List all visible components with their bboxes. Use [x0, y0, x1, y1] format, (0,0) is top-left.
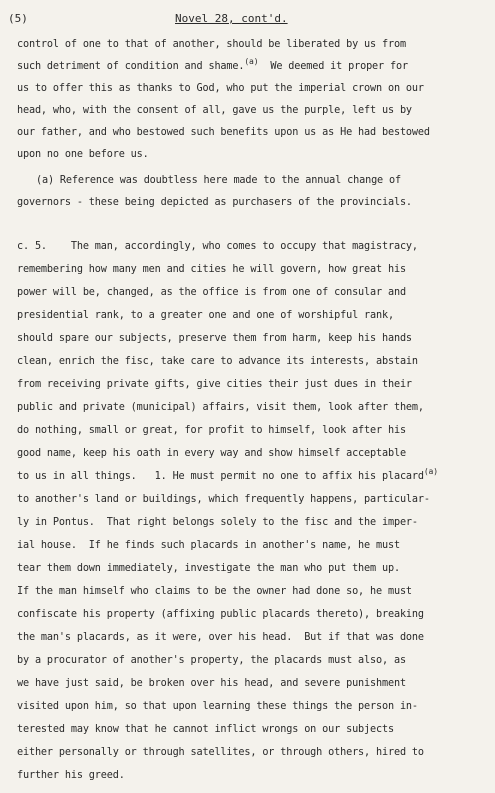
line-text: to another's land or buildings, which frequently happens, particular-	[17, 494, 430, 505]
line-text: do nothing, small or great, for profit to himself, look after his	[17, 425, 406, 436]
text-line	[17, 467, 438, 483]
text-line	[17, 631, 424, 644]
line-text: control of one to that of another, should be liberated by us from	[17, 39, 406, 50]
line-text: good name, keep his oath in every way and show himself acceptable	[17, 448, 406, 459]
text-line	[17, 401, 424, 414]
line-text: our father, and who bestowed such benefits upon us as He had bestowed	[17, 127, 430, 138]
line-text: (a) Reference was doubtless here made to the annual change of	[36, 175, 401, 186]
line-text: should spare our subjects, preserve them from harm, keep his hands	[17, 333, 412, 344]
text-line	[17, 148, 149, 161]
line-text: from receiving private gifts, give cities their just dues in their	[17, 379, 412, 390]
line-text: power will be, changed, as the office is from one of consular and	[17, 287, 406, 298]
line-text: terested may know that he cannot inflict wrongs on our subjects	[17, 724, 394, 735]
text-line	[17, 700, 418, 713]
line-text: upon no one before us.	[17, 149, 149, 160]
line-text: tear them down immediately, investigate the man who put them up.	[17, 563, 400, 574]
text-line	[17, 769, 125, 782]
text-line	[17, 562, 400, 575]
line-text: head, who, with the consent of all, gave us the purple, left us by	[17, 105, 412, 116]
line-text: visited upon him, so that upon learning these things the person in-	[17, 701, 418, 712]
line-text: ly in Pontus. That right belongs solely to the fisc and the imper-	[17, 517, 418, 528]
line-text: the man's placards, as it were, over his head. But if that was done	[17, 632, 424, 643]
line-text: to us in all things. 1. He must permit no one to affix his placard	[17, 471, 424, 482]
text-line	[17, 263, 406, 276]
line-text: we have just said, be broken over his head, and severe punishment	[17, 678, 406, 689]
line-text: either personally or through satellites, or through others, hired to	[17, 747, 424, 758]
text-line	[17, 608, 424, 621]
text-line	[17, 378, 412, 391]
text-line	[17, 126, 430, 139]
text-line	[17, 654, 406, 667]
text-line	[36, 174, 401, 187]
line-text: ial house. If he finds such placards in another's name, he must	[17, 540, 400, 551]
line-text: If the man himself who claims to be the owner had done so, he must	[17, 586, 412, 597]
line-text: c. 5. The man, accordingly, who comes to occupy that magistracy,	[17, 241, 418, 252]
text-line	[17, 82, 424, 95]
line-text: confiscate his property (affixing public placards thereto), breaking	[17, 609, 424, 620]
text-line	[17, 286, 406, 299]
line-text: presidential rank, to a greater one and one of worshipful rank,	[17, 310, 394, 321]
text-line	[17, 309, 394, 322]
text-line	[17, 38, 406, 51]
line-text: governors - these being depicted as purchasers of the provincials.	[17, 197, 412, 208]
text-line	[17, 355, 418, 368]
line-text: such detriment of condition and shame.	[17, 61, 245, 72]
text-line	[17, 746, 424, 759]
text-line	[17, 723, 394, 736]
page-title: Novel 28, cont'd.	[175, 12, 288, 25]
text-line	[17, 539, 400, 552]
line-text: by a procurator of another's property, the placards must also, as	[17, 655, 406, 666]
line-text-continued: We deemed it proper for	[258, 61, 408, 72]
text-line	[17, 332, 412, 345]
text-line	[17, 104, 412, 117]
footnote-marker: (a)	[244, 57, 259, 66]
text-line	[17, 57, 408, 73]
text-line	[17, 424, 406, 437]
page-number: (5)	[8, 12, 28, 25]
text-line	[17, 447, 406, 460]
line-text: clean, enrich the fisc, take care to advance its interests, abstain	[17, 356, 418, 367]
text-line	[17, 240, 418, 253]
line-text: remembering how many men and cities he will govern, how great his	[17, 264, 406, 275]
line-text: further his greed.	[17, 770, 125, 781]
text-line	[17, 196, 412, 209]
text-line	[17, 677, 406, 690]
text-line	[17, 493, 430, 506]
line-text: us to offer this as thanks to God, who put the imperial crown on our	[17, 83, 424, 94]
footnote-marker: (a)	[423, 467, 438, 476]
line-text: public and private (municipal) affairs, visit them, look after them,	[17, 402, 424, 413]
text-line	[17, 585, 412, 598]
text-line	[17, 516, 418, 529]
